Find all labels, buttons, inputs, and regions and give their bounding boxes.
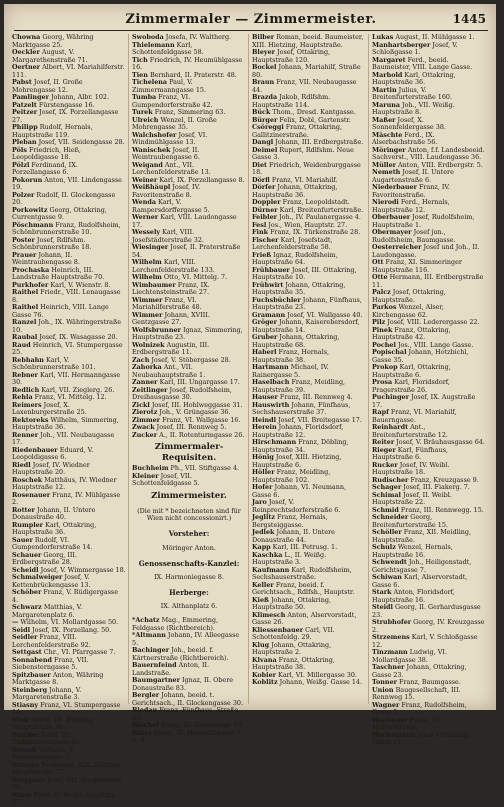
directory-entry: Zucker A., II. Rotenturmgasse 26. [132, 430, 245, 439]
directory-entry: Pölzl Ferdinand, IX. Porzellangasse 6. [12, 160, 78, 176]
directory-entry: Oeckler August, V. Margarethenstraße 71. [12, 48, 88, 64]
directory-entry: Klvana Franz, Ottakring, Hauptstraße 38. [252, 655, 335, 671]
directory-entry: Zierotz Joh., V. Grüngasse 36. [132, 408, 231, 416]
directory-entry: Nierodi Ferd., Hernals, Hauptstraße 12. [372, 198, 450, 214]
directory-entry: Braun Franz, VII. Neubaugasse 44. [252, 78, 357, 94]
directory-entry: Wilhelm Otto, VI. Mittelg. 7. [132, 273, 228, 281]
directory-entry: Poster Josef, Rdlfshm. Schönbrunnerstraße 18. [12, 235, 92, 251]
directory-entry: Tinzmann Ludwig, VI. Mollardgasse 38. [372, 648, 447, 664]
directory-entry: Zwack Josef, III. Rennweg 5. [132, 423, 227, 431]
directory-entry: Popischal Johann, Hotzbichl, Gasse 35. [372, 348, 469, 364]
column-2 [132, 33, 249, 745]
directory-entry: Pokorun Anton, VII. Lindengasse 19. [12, 175, 122, 191]
directory-entry: Riedenbauer Eduard, V. Leopoldigasse 6. [12, 445, 94, 461]
directory-entry: Hauswirth Johann, Fünfhaus, Sechshauserstraße 37. [252, 400, 351, 416]
directory-entry: Schauer Georg, III. Erdbergstraße 28. [12, 550, 77, 566]
directory-entry: Redlich Karl, VII. Zieglerg. 26. [12, 385, 115, 394]
directory-entry: Stiasny Franz, VI. Stumpergasse 14. [12, 700, 121, 716]
directory-entry: Settgast Chr., VI. Pfarrgasse 7. [12, 648, 116, 656]
directory-entry: Weiner Karl, IX. Porzellangasse 8. [132, 175, 245, 184]
directory-entry: Tumba Franz, VI. Gumpendorferstraße 42. [132, 93, 213, 109]
directory-entry: Dörfer Johann, Ottakring, Hauptstraße 36. [252, 183, 338, 199]
directory-entry: Schmid Franz, III. Rennwegg. 15. [372, 505, 484, 514]
directory-entry: Renner Joh., VII. Neubaugasse 17. [12, 430, 115, 446]
directory-entry: Wenda Karl, V. Rampersdorffergasse 5. [132, 198, 210, 214]
directory-entry: Prokop Karl, Ottakring, Hauptstraße 6. [372, 363, 451, 379]
directory-entry: Oberbauer Josef, Rudolfsheim, Hauptstraße 1. [372, 213, 475, 229]
directory-entry: Marhold Karl, Ottakring, Hauptstraße 36. [372, 70, 456, 86]
directory-entry: Rebner Karl, VII. Hermanngasse 30. [12, 370, 121, 386]
directory-entry: Steidl Georg, II. Gerhardusgasse 23. [372, 603, 481, 619]
directory-entry: Gröger Johann, Kaiserebersdorf, Hauptstraße 14. [252, 318, 360, 334]
directory-entry: Haselbach Franz, Meidling, Hauptstraße 39. [252, 378, 346, 394]
directory-entry: Stark Anton, Floridsdorf, Hauptstraße 16. [372, 588, 455, 604]
directory-entry: Dörfl Franz, VI. Mariahilf. [252, 175, 338, 184]
column-4 [372, 33, 488, 746]
directory-entry: Raithel Friedr., VIII. Lenaugasse 8. [12, 288, 121, 304]
directory-entry: Dürner Karl, Breitenfurterstraße. [252, 205, 364, 214]
directory-entry: Höller Franz, Meidling, Hauptstraße 102. [252, 468, 331, 484]
directory-entry: Wiesinger Josef, II. Praterstraße 54. [132, 243, 241, 259]
directory-entry: Buchheim Ph., VII. Stiftgasse 4. [132, 464, 240, 472]
directory-entry: Wachsmann Josef, Ottakring, Gasse 21. [372, 730, 471, 746]
directory-entry: Peitzer Josef, IX. Porzellangasse 27. [12, 108, 119, 124]
directory-entry: Pamlinger Johann, Albr. 102. [12, 93, 110, 101]
directory-entry: Chowna Georg, Währing Marktgasse 25. [12, 33, 94, 49]
directory-entry: Bilber Roman, beeid. Baumeister, XIII. Hietzing, Hauptstraße. [252, 33, 364, 49]
directory-entry: Wilhelm Karl, VIII. Lerchenfelderstraße 133. [132, 258, 215, 274]
subsection-heading: Herberge: [169, 587, 209, 597]
directory-entry: Niederbauer Franz, IV. Favoritenstraße. [372, 183, 450, 199]
directory-entry: Schöller Franz, XII. Meidling, Hauptstraße. [372, 528, 472, 544]
directory-entry: Schöber Franz, V. Rüdigergasse 4. [12, 588, 118, 604]
directory-entry: Polzer Rudolf, II. Glockengasse 20. [12, 190, 116, 206]
directory-entry: Zimmer Franz, VI. Wallgasse 16. [132, 415, 241, 424]
directory-entry: Turek Franz, Simmering 63. [132, 108, 226, 116]
directory-entry: Maruna Joh., VII. Weißg. Hauptstraße 8. [372, 100, 455, 116]
directory-entry: Prochaska Heinrich, III. Landstraße Hauptstraße 70. [12, 265, 105, 281]
directory-entry: Tien Bernhard, II. Praterstr. 48. [132, 70, 237, 79]
directory-entry: Martin Julius, V. Breitenfurterstraße 160. [372, 85, 453, 101]
subsection-heading: Vorsteher: [168, 529, 210, 539]
directory-entry: Manhartsberger Josef, V. Schloßgasse 1. [372, 40, 458, 56]
directory-entry: Weigand Ant., VII. Lerchenfelderstraße 13. [132, 160, 211, 176]
subsection-heading: Genossenschafts-Kanzlei: [138, 558, 240, 568]
directory-entry: Diet Friedrich, Weidenburggasse 18. [252, 160, 361, 176]
page-header [14, 10, 488, 32]
directory-entry: Stuss Peter, II. Weibl. Hauptstr. 27. [12, 790, 116, 806]
directory-entry: Rebhahn Karl, V. Schönbrunnerstraße 101. [12, 355, 96, 371]
directory-entry: Prauer Johann, II. Weintraubengasse 8. [12, 250, 80, 266]
directory-entry: Schimal Josef, II. Weibl. Hauptstraße 22. [372, 490, 452, 506]
directory-entry: Patzelt Fürstengasse 16. [12, 100, 95, 109]
directory-entry: Wimbaumer Franz, IX. Liechtensteinstraße 27. [132, 280, 210, 296]
directory-entry: Maßer Josef, X. Sonnenfeldergasse 38. [372, 115, 446, 131]
directory-entry: Reiter Josef, V. Bräuhausgasse 64. [372, 438, 485, 446]
directory-entry: Schiwan Karl, Alservorstadt, Gasse 6. [372, 573, 468, 589]
directory-entry: Wolnizek Augustin, III. Erdbergstraße 11. [132, 340, 210, 356]
directory-entry: Frühwirt Johann, Ottakring, Hauptstraße 35. [252, 280, 346, 296]
directory-entry: Ulreich Wenzel, II. Große Mohrengasse 35. [132, 115, 217, 131]
directory-entry: Wachauer Franz, VI. Mollardgasse. [372, 715, 442, 731]
directory-entry: Tichelena Paul, V. Zimmermanngasse 15. [132, 78, 206, 94]
directory-entry: Rosenauer Franz, IV. Mühlgasse 2. [12, 490, 121, 506]
directory-entry: Biber Franz, IV. Heumühlgasse 7 u. 9. [132, 728, 241, 745]
directory-entry: Schwarz Matthias, V. Margaretenplatz 6. [12, 603, 83, 619]
directory-entry: Oesterreicher Josef und Joh., II. Laudongasse. [372, 243, 480, 259]
directory-entry: Rucker Josef, IV. Weibl. Hauptstraße 18. [372, 460, 450, 476]
directory-entry: Wolfsbrunner Ignaz, Simmering, Hauptstraße 23. [132, 325, 243, 341]
book-page [4, 4, 496, 806]
directory-entry: Schager Josef, III. Fiakerg. 7. [372, 483, 470, 491]
directory-entry: Ranzel Joh., IX. Währingerstraße 10. [12, 318, 122, 334]
directory-entry: Kobier Karl, VI. Millergasse 30. [252, 670, 357, 679]
page-number: 1445 [452, 12, 486, 26]
directory-entry: Wimmer Franz, VI. Mariahilferstraße 48. [132, 295, 202, 311]
directory-entry: Bergler Johann, beeid. t. Gerichtsach., II. Glockengasse 30. [132, 691, 244, 707]
directory-entry: Sonnabend Franz, VII. Siebensterngasse 5. [12, 655, 89, 671]
directory-entry: Otte Hermann, III. Erdbergstraße 11. [372, 273, 484, 289]
directory-entry: Bück Thom., Dresd. Kantgasse. [252, 108, 356, 116]
directory-entry: Jedlek Johann, II. Untere Donaustraße 44. [252, 528, 335, 544]
directory-entry: Kaschka L., II. Weißg. Hauptstraße 3. [252, 550, 327, 566]
directory-entry: Schneider Georg, Breitenfurterstraße 15. [372, 513, 448, 529]
directory-entry: Hirschmann Franz, Döbling, Hauptstraße 34. [252, 438, 349, 454]
directory-entry: Haberl Franz, Hernals, Hauptstraße 38. [252, 348, 330, 364]
directory-entry: Hauser Franz, III. Rennweg 4. [252, 393, 353, 401]
directory-entry: Porkowitz Georg, Ottakring, Currentgasse 9. [12, 205, 107, 221]
directory-entry: Bleyer Josef, Ottakring, Hauptstraße 120. [252, 48, 331, 64]
directory-entry: Feibler Joh., IV. Paulanergasse 4. [252, 213, 361, 221]
centered-note: IX. Harmoniegasse 8. [154, 572, 224, 581]
column-1 [12, 33, 129, 806]
directory-entry: Hofer Johann, VI. Neumann, Gasse 6. [252, 483, 346, 499]
directory-entry: Pabst Josef, II. Große Mohrengasse 12. [12, 78, 83, 94]
directory-entry: Fuchsbüchler Johann, Fünfhaus, Hauptstraße 23. [252, 295, 362, 311]
directory-entry: Gramann Josef, VI. Wallgasse 40. [252, 310, 363, 319]
directory-entry: Pilz Josef, VIII. Lederergasse 22. [372, 318, 480, 326]
directory-entry: Csöreggi Franz, Ottakring, Gallitzinerstraße. [252, 123, 343, 139]
directory-entry: Baumgartner Ignaz, II. Obere Donaustraße 83. [132, 676, 234, 692]
directory-entry: Scheidl Josef, V. Wimmergasse 18. [12, 565, 126, 574]
directory-entry: Wanischek Josef, II. Weintraubengasse 6. [132, 145, 200, 161]
directory-entry: Kliessenbauer Carl, VII. Schottenfeldg. 29. [252, 625, 335, 641]
directory-entry: Müller Anton, VIII. Erdbergstr. 5. [372, 160, 483, 169]
directory-entry: Gruber Johann, Ottakring, Hauptstraße 68. [252, 333, 340, 349]
directory-entry: Swoboda Josefa, IV. Waltherg. [132, 33, 232, 41]
directory-entry: Tonner Franz, Baumgasse. [372, 678, 461, 686]
directory-entry: Frühbauer Josef, III. Ottakring, Hauptstraße 10. [252, 265, 357, 281]
directory-entry: Raithel Heinrich, VIII. Lange Gasse 76. [12, 303, 109, 319]
directory-entry: Weißhäupl Josef, IV. Favoritenstraße 8. [132, 183, 201, 199]
directory-entry: Rektoreks Wilhelm, Simmering, Hauptstraße 36. [12, 415, 119, 431]
section-heading: Zimmermeister. [151, 490, 227, 501]
directory-entry: Koblitz Johann, Weißg. Gasse 14. [252, 678, 363, 686]
directory-entry: Seidler Franz, VIII. Lerchenfelderstraße 92. [12, 633, 91, 649]
directory-entry: Rieger Karl, Fünfhaus, Hauptstraße 6. [372, 445, 448, 461]
directory-entry: Reimers Josef, X. Laxenburgerstraße 25. [12, 400, 87, 416]
directory-entry: Pleban Josef, VII. Seidengasse 28. [12, 138, 125, 146]
directory-entry: Wimmer Johann, XVIII. Gentzgasse 27. [132, 310, 210, 326]
directory-entry: Kleiner Josef, VII. Schottenfeldgasse 5. [132, 471, 200, 487]
directory-entry: Seidl Josef, IX. Porzellang. 50. [12, 625, 112, 634]
directory-entry: Spitzbauer Anton, Währing Marktgasse 8. [12, 670, 104, 686]
directory-entry: Rapf Franz, VI. Mariahilf, Bauerngasse. [372, 408, 457, 424]
directory-entry: Rumpler Karl, Ottakring, Hauptstraße 36. [12, 520, 97, 536]
directory-entry: Jeglitz Franz, Hernals, Bergsteiggasse. [252, 513, 328, 529]
directory-entry: Ott Franz, XI. Simmeringer Hauptstraße 116. [372, 258, 462, 274]
directory-entry: Zahorka Ant., VII. Neubauhauptstraße 1. [132, 363, 206, 379]
directory-entry: Sauer Rudolf, VI. Gumpendorferstraße 14. [12, 535, 93, 551]
directory-entry: Oertner Albert, VI. Mariahilferstr. 111. [12, 63, 125, 79]
directory-entry: Nemeth Josef, II. Untere Augartenstraße 6. [372, 168, 454, 184]
directory-entry: Palcz Josef, Ottakring, Hauptstraße. [372, 288, 446, 304]
directory-entry: Wessely Karl, VIII. Josefstädterstraße 32. [132, 228, 204, 244]
directory-entry: Hönig Josef, XIII. Hietzing, Hauptstraße 6. [252, 453, 342, 469]
directory-entry: Pinek Franz, Ottakring, Hauptstraße 42. [372, 325, 451, 341]
directory-entry: Mäschte Ferd., IX. Alserbachstraße 56. [372, 130, 438, 146]
directory-entry: Taschner Johann, Ottakring, Gasse 23. [372, 663, 467, 679]
directory-entry: Schulz Wenzel, Hernals, Hauptstraße 16. [372, 543, 453, 559]
directory-entry: Schwendt Joh., Heiligenstadt, Gerichtsgasse 7. [372, 558, 472, 574]
directory-entry: Rudischer Franz, Kreuzgasse 9. [372, 475, 479, 484]
directory-entry: Margaret Ferd., beeid. Baumeister, VIII. Lange Gasse. [372, 55, 473, 71]
directory-entry: Philipp Rudolf, Hernals, Hauptstraße 119. [12, 123, 93, 139]
page-title: Zimmermaler — Zimmermeister. [125, 12, 377, 27]
directory-entry: Klimesch Anton, Alservorstadt, Gasse 26. [252, 610, 357, 626]
directory-entry: Pöls Friedrich, Hieß, Leopoldigasse 18. [12, 145, 81, 161]
directory-entry: Hartmann Michael, IV. Rainergasse 5. [252, 363, 329, 379]
centered-note: (Die mit * bezeichneten sind für Wien nicht concessionirt.) [137, 506, 241, 523]
directory-columns [12, 33, 488, 806]
directory-entry: Wagner Franz, Rudolfsheim, Gasse 5. [372, 700, 467, 716]
directory-entry: Biedau Franz, Fünfhaus, Straße 43. [132, 706, 239, 722]
directory-entry: Fischer Karl, Josefstadt, Lerchenfelderstraße 58. [252, 235, 333, 251]
directory-entry: Fesl Jos., Wien, Hauptstr. 27. [252, 220, 348, 229]
directory-entry: Raubal Josef, IX. Wasagasse 20. [12, 333, 118, 341]
directory-entry: Herein Johann, Floridsdorf, Hauptstraße 12. [252, 423, 344, 439]
directory-entry: Bischof Franz, IV. Carolineng. 18. [132, 721, 244, 730]
directory-entry: Straßer Josef, VII. Siebensterngasse 40. [12, 730, 82, 746]
section-heading: Zimmermaler-Requisiten. [154, 442, 224, 463]
directory-entry: Puchinger Josef, IX. Augstraße 17. [372, 393, 476, 409]
directory-entry: Prosa Karl, Floridsdorf, Pragerstraße 26. [372, 378, 450, 394]
directory-entry: Thielemann Karl, Schottenfeldgasse 58. [132, 40, 204, 56]
directory-entry: Pochel Jos., VIII. Lange Gasse. [372, 340, 474, 349]
directory-entry: Riedl Josef, IV. Wiedner Hauptstraße 20. [12, 460, 90, 476]
directory-entry: Stuppner Josef, VII. Hauptstraße 28. [12, 775, 122, 791]
directory-entry: Werner Karl, VIII. Laudongasse 17. [132, 213, 237, 229]
directory-entry: Deimel Rupert, Rdlfshm. Neue Gasse 3. [252, 145, 354, 161]
directory-entry: Zach Josef, V. Stöbergasse 28. [132, 355, 231, 364]
directory-entry: Purkhofer Karl, V. Wienstr. 8. [12, 280, 111, 289]
directory-entry: Rotter Johann, II. Untere Donaustraße 40. [12, 505, 96, 521]
directory-entry: Fink Franz, IX. Türkenstraße 28. [252, 228, 361, 236]
directory-entry: Roschek Matthäus, IV. Wiedner Hauptstraße 12. [12, 475, 117, 491]
directory-entry: Kapp Karl, III. Petrusg. 1. [252, 543, 338, 551]
directory-entry: Kieß Johann, Ottakring, Hauptstraße 50. [252, 595, 331, 611]
directory-entry: Bürger Felix, Dobl, Gartenstr. [252, 115, 351, 124]
directory-entry: Zanner Karl, III. Ungargasse 17. [132, 378, 240, 386]
column-3 [252, 34, 369, 704]
directory-entry: Strzemens Karl, V. Schloßgasse 12. [372, 633, 478, 649]
directory-entry: Zeitlinger Josef, Rudolfsheim, Dreihausgasse 30. [132, 385, 232, 401]
directory-entry: Walchshofer Josef, VI. Windmühlgasse 13. [132, 130, 208, 146]
directory-entry: Strauss Ferdinand, XIX. Döbling, Hauptstraße 77. [12, 760, 122, 776]
directory-entry: Pöschmann Franz, Rudolfsheim, Schönbrunnerstraße 10. [12, 220, 121, 236]
directory-entry: Möringer Anton, f.f. Landesbeeid. Sachverst., VIII. Laudongasse 36. [372, 145, 485, 161]
directory-entry: Parkos Wenzel, Alser, Kirchengasse 62. [372, 303, 444, 319]
directory-entry: Bachinger Joh., beeid. f. Kärtnerstraße (Richtbereich). [132, 646, 229, 662]
directory-entry: Bauernfeind Anton, II. Landstraße. [132, 661, 210, 677]
directory-entry: Bockel Johann, Mariahilf, Straße 80. [252, 63, 361, 79]
directory-entry: Kaufmann Karl, Rudolfsheim, Sechshauserstraße. [252, 565, 352, 581]
directory-entry: Keller Franz, beeid. f. Gerichtsach., Rdlfsh., Hauptstr. [252, 580, 355, 596]
centered-note: Möringer Anton. [162, 543, 216, 552]
directory-entry: Frieß Ignaz, Rudolfsheim, Hauptstraße 64. [252, 250, 338, 266]
directory-entry: Klug Johann, Ottakring, Hauptstraße 2. [252, 640, 332, 656]
directory-entry: Tich Friedrich, IV. Heumühlgasse 16. [132, 55, 243, 71]
directory-entry: Heindl Josef, VII. Breitegasse 17. [252, 415, 362, 424]
directory-entry: Jaro Josef, V. Reinprechtsdorferstraße 6. [252, 498, 341, 514]
directory-entry: Raud Heinrich, VI. Stumpergasse 25. [12, 340, 123, 356]
directory-entry: Steinberg Johann, V. Margaretenstraße 3. [12, 685, 82, 701]
directory-entry: Rehla Franz, VI. Mittelg. 12. [12, 393, 107, 401]
directory-entry: Strauß Wilhelm, V. Kriehubergasse 7. [12, 745, 75, 761]
directory-entry: — Wilhelm, VI. Mollardgasse 50. [12, 618, 119, 626]
directory-entry: Union Baugesellschaft, III. Rennweg 15. [372, 685, 461, 701]
directory-entry: Dangl Johann, III. Erdbergstraße. [252, 138, 364, 146]
directory-entry: *Achatz Mag., Emmering, Feldgasse (Richtbereich). [132, 616, 219, 632]
directory-entry: Lukas August, II. Mühlgasse 1. [372, 33, 475, 41]
directory-entry: Strubhofer Georg, IV. Kreuzgasse 2. [372, 618, 485, 634]
directory-entry: *Altmann Johann, IV. Alleegasse 5. [132, 631, 240, 647]
directory-entry: Reinhardt Ant., Breitenfurterstraße 12. [372, 423, 448, 439]
header-rule [14, 30, 488, 31]
centered-note: IX. Althanplatz 6. [160, 602, 218, 611]
directory-entry: Obermayer Josef jun., Rudolfsheim, Baumgasse. [372, 228, 456, 244]
directory-entry: Schmalweiger Josef, V. Kettenbrückengasse 13. [12, 573, 91, 589]
directory-entry: Zickl Josef, III. Hohlweggasse 31. [132, 400, 243, 409]
directory-entry: Stoll Anton, III. Währing Hauptstraße 36. [12, 715, 93, 731]
directory-entry: Doppler Franz, Leopoldstadt. [252, 198, 350, 206]
directory-entry: Brazda Jakob, Rdlfshm. Hauptstraße 114. [252, 93, 331, 109]
